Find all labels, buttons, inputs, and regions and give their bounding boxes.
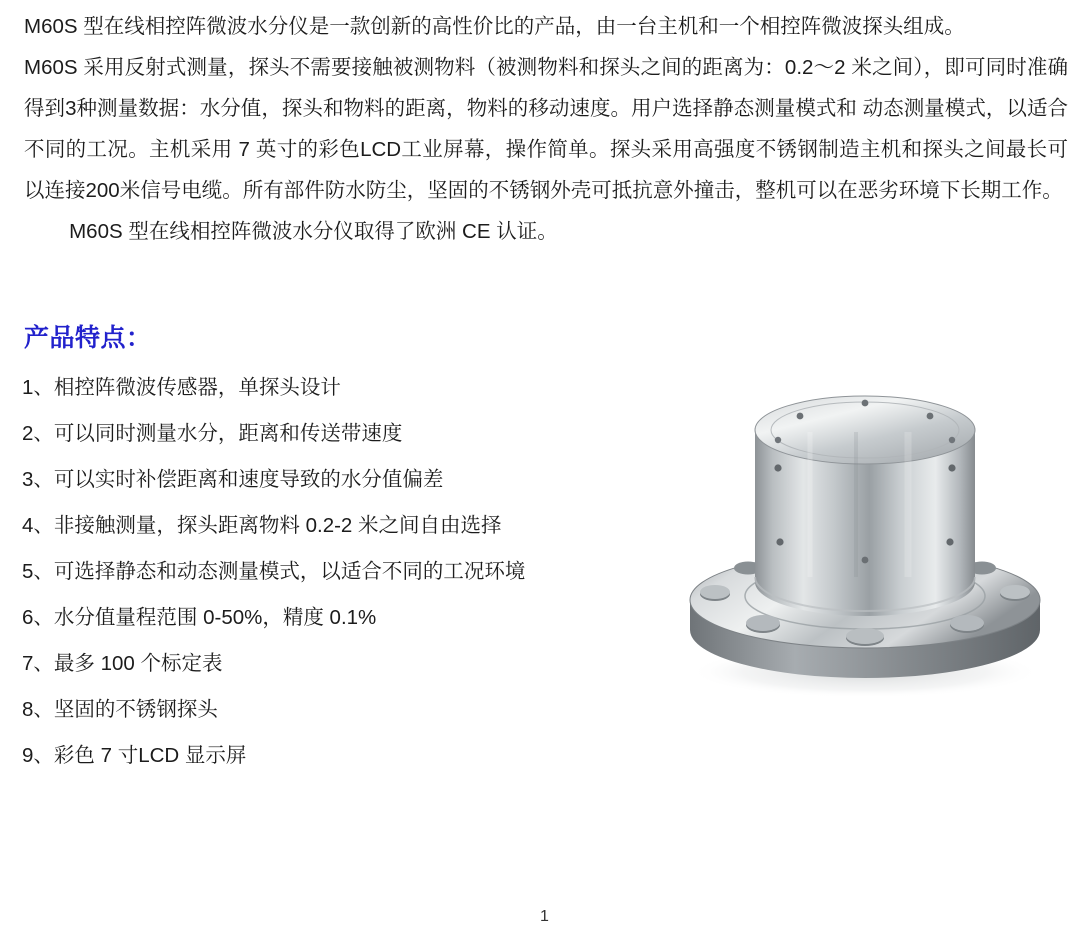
list-item: 7、最多 100 个标定表	[22, 652, 223, 675]
page-number: 1	[540, 908, 549, 925]
intro-text-block	[24, 6, 1068, 252]
product-photo	[660, 372, 1070, 702]
feature-list	[22, 365, 662, 779]
list-item: 9、彩色 7 寸LCD 显示屏	[22, 744, 247, 767]
list-item: 6、水分值量程范围 0-50%，精度 0.1%	[22, 606, 377, 629]
intro-paragraph-3: M60S 型在线相控阵微波水分仪取得了欧洲 CE 认证。	[69, 220, 558, 243]
list-item: 3、可以实时补偿距离和速度导致的水分值偏差	[22, 468, 444, 491]
list-item: 4、非接触测量，探头距离物料 0.2-2 米之间自由选择	[22, 514, 502, 537]
list-item: 5、可选择静态和动态测量模式，以适合不同的工况环境	[22, 560, 526, 583]
intro-paragraph-1: M60S 型在线相控阵微波水分仪是一款创新的高性价比的产品，由一台主机和一个相控阵微波探头组成。	[24, 15, 965, 38]
list-item: 8、坚固的不锈钢探头	[22, 698, 218, 721]
list-item: 2、可以同时测量水分，距离和传送带速度	[22, 422, 403, 445]
intro-paragraph-2: M60S 采用反射式测量，探头不需要接触被测物料（被测物料和探头之间的距离为：0.2～2 米之间），即可同时准确得到3种测量数据：水分值，探头和物料的距离，物料的移动速度。用户选择静态测量模式和 动态测量模式，以适合不同的工况。主机采用 7 英寸的彩色LCD工业屏幕，操作简单。探头采用高强度不锈钢制造主机和探头之间最长可以连接200米信号电缆。所有部件防水防尘，坚固的不锈钢外壳可抵抗意外撞击，整机可以在恶劣环境下长期工作。	[24, 56, 1068, 202]
section-title-product-features: 产品特点：	[24, 324, 152, 352]
list-item: 1、相控阵微波传感器，单探头设计	[22, 376, 341, 399]
